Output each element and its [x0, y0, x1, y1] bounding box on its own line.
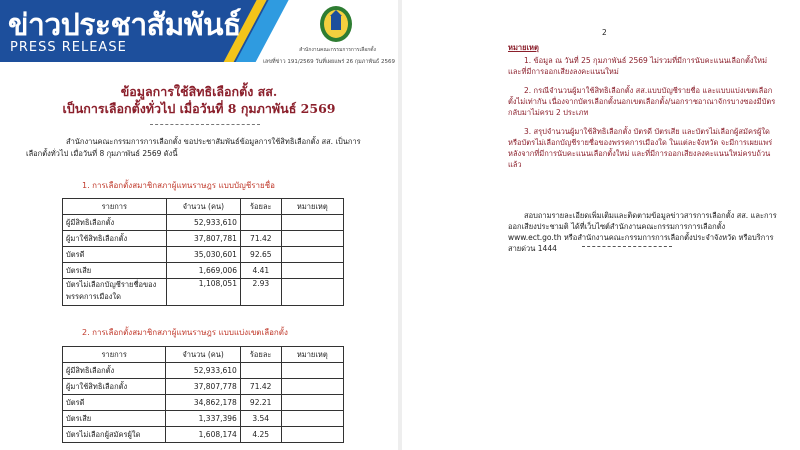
row-label: ผู้มาใช้สิทธิเลือกตั้ง	[63, 379, 166, 395]
constituency-results-table	[62, 346, 344, 443]
column-header: รายการ	[63, 347, 166, 363]
table-row	[63, 279, 344, 306]
row-percent: 92.65	[240, 247, 281, 263]
row-percent: 2.93	[240, 279, 281, 306]
row-percent	[240, 363, 281, 379]
table-header-row	[63, 199, 344, 215]
row-percent: 3.54	[240, 411, 281, 427]
row-percent: 71.42	[240, 231, 281, 247]
column-header: หมายเหตุ	[281, 347, 343, 363]
column-header: จำนวน (คน)	[166, 347, 240, 363]
row-note	[281, 247, 343, 263]
press-release-page-2	[402, 0, 800, 450]
intro-paragraph: สำนักงานคณะกรรมการการเลือกตั้ง ขอประชาสัมพันธ์ข้อมูลการใช้สิทธิเลือกตั้ง สส. เป็นการเลือกตั้งทั่วไป เมื่อวันที่ 8 กุมภาพันธ์ 2569 ดังนี้	[26, 137, 361, 158]
row-count: 1,108,051	[166, 279, 240, 306]
row-label: ผู้มาใช้สิทธิเลือกตั้ง	[63, 231, 167, 247]
document-reference: เลขที่ข่าว 191/2569 วันที่เผยแพร่ 26 กุมภาพันธ์ 2569	[263, 59, 395, 65]
row-label: บัตรไม่เลือกบัญชีรายชื่อของพรรคการเมืองใด	[63, 279, 167, 306]
banner-title: ข่าวประชาสัมพันธ์	[8, 8, 241, 43]
row-note	[281, 279, 343, 306]
row-percent: 4.25	[240, 427, 281, 443]
row-count: 35,030,601	[166, 247, 240, 263]
row-percent: 71.42	[240, 379, 281, 395]
row-label: บัตรดี	[63, 395, 166, 411]
row-percent: 92.21	[240, 395, 281, 411]
note-item: 2. กรณีจำนวนผู้มาใช้สิทธิเลือกตั้ง สส.แบบบัญชีรายชื่อ และแบบแบ่งเขตเลือกตั้งไม่เท่ากัน เนื่องจากบัตรเลือกตั้งนอกเขตเลือกตั้ง/นอกราชอาณาจักรบางซองมีบัตรกลับมาไม่ครบ 2 ประเภท	[508, 86, 776, 117]
row-count: 37,807,778	[166, 379, 240, 395]
column-header: ร้อยละ	[240, 199, 281, 215]
section-2-title: 2. การเลือกตั้งสมาชิกสภาผู้แทนราษฎร แบบแบ่งเขตเลือกตั้ง	[82, 328, 288, 337]
row-note	[281, 395, 343, 411]
closing-paragraph: สอบถามรายละเอียดเพิ่มเติมและติดตามข้อมูลข่าวสารการเลือกตั้ง สส. และการออกเสียงประชามติ ได้ที่เว็บไซต์สำนักงานคณะกรรมการการเลือกตั้ง www.ect.go.th หรือสำนักงานคณะกรรมการการเลือกตั้งประจำจังหวัด หรือบริการสายด่วน 1444	[508, 211, 777, 253]
table-row	[63, 427, 344, 443]
row-label: บัตรเสีย	[63, 411, 166, 427]
column-header: ร้อยละ	[240, 347, 281, 363]
row-note	[281, 379, 343, 395]
notes-section	[508, 42, 778, 178]
row-note	[281, 427, 343, 443]
row-percent: 4.41	[240, 263, 281, 279]
row-count: 52,933,610	[166, 215, 240, 231]
notes-heading: หมายเหตุ	[508, 43, 539, 52]
row-note	[281, 263, 343, 279]
row-label: บัตรไม่เลือกผู้สมัครผู้ใด	[63, 427, 166, 443]
table-row	[63, 411, 344, 427]
row-label: ผู้มีสิทธิเลือกตั้ง	[63, 215, 167, 231]
column-header: จำนวน (คน)	[166, 199, 240, 215]
section-1-title: 1. การเลือกตั้งสมาชิกสภาผู้แทนราษฎร แบบบัญชีรายชื่อ	[82, 181, 275, 190]
column-header: รายการ	[63, 199, 167, 215]
heading-line-1: ข้อมูลการใช้สิทธิเลือกตั้ง สส.	[120, 84, 278, 99]
row-note	[281, 411, 343, 427]
election-commission-seal-icon	[318, 4, 354, 44]
row-note	[281, 363, 343, 379]
seal-caption: สำนักงานคณะกรรมการการเลือกตั้ง	[299, 47, 376, 53]
row-label: ผู้มีสิทธิเลือกตั้ง	[63, 363, 166, 379]
banner-subtitle: PRESS RELEASE	[10, 40, 127, 55]
row-count: 1,669,006	[166, 263, 240, 279]
table-row	[63, 395, 344, 411]
column-header: หมายเหตุ	[281, 199, 343, 215]
note-item: 3. สรุปจำนวนผู้มาใช้สิทธิเลือกตั้ง บัตรดี บัตรเสีย และบัตรไม่เลือกผู้สมัครผู้ใด หรือบัตรไม่เลือกบัญชีรายชื่อของพรรคการเมืองใด ในแต่ละจังหวัด จะมีการเผยแพร่หลังจากที่มีการนับคะแนนเลือกตั้งใหม่ และที่มีการออกเสียงลงคะแนนใหม่ครบถ้วนแล้ว	[508, 127, 773, 169]
row-label: บัตรเสีย	[63, 263, 167, 279]
row-count: 37,807,781	[166, 231, 240, 247]
heading-line-2: เป็นการเลือกตั้งทั่วไป เมื่อวันที่ 8 กุมภาพันธ์ 2569	[62, 101, 336, 116]
page-number: 2	[602, 28, 607, 37]
party-list-results-table	[62, 198, 344, 306]
row-note	[281, 215, 343, 231]
row-label: บัตรดี	[63, 247, 167, 263]
table-row	[63, 231, 344, 247]
table-row	[63, 247, 344, 263]
table-header-row	[63, 347, 344, 363]
row-count: 1,337,396	[166, 411, 240, 427]
row-count: 34,862,178	[166, 395, 240, 411]
table-row	[63, 379, 344, 395]
table-row	[63, 363, 344, 379]
end-divider	[582, 246, 672, 247]
press-release-page-1	[0, 0, 398, 450]
table-row	[63, 215, 344, 231]
heading-divider	[150, 124, 260, 125]
note-item: 1. ข้อมูล ณ วันที่ 25 กุมภาพันธ์ 2569 ไม่รวมที่มีการนับคะแนนเลือกตั้งใหม่ และที่มีการออกเสียงลงคะแนนใหม่	[508, 56, 768, 76]
row-count: 52,933,610	[166, 363, 240, 379]
row-count: 1,608,174	[166, 427, 240, 443]
row-percent	[240, 215, 281, 231]
table-row	[63, 263, 344, 279]
row-note	[281, 231, 343, 247]
